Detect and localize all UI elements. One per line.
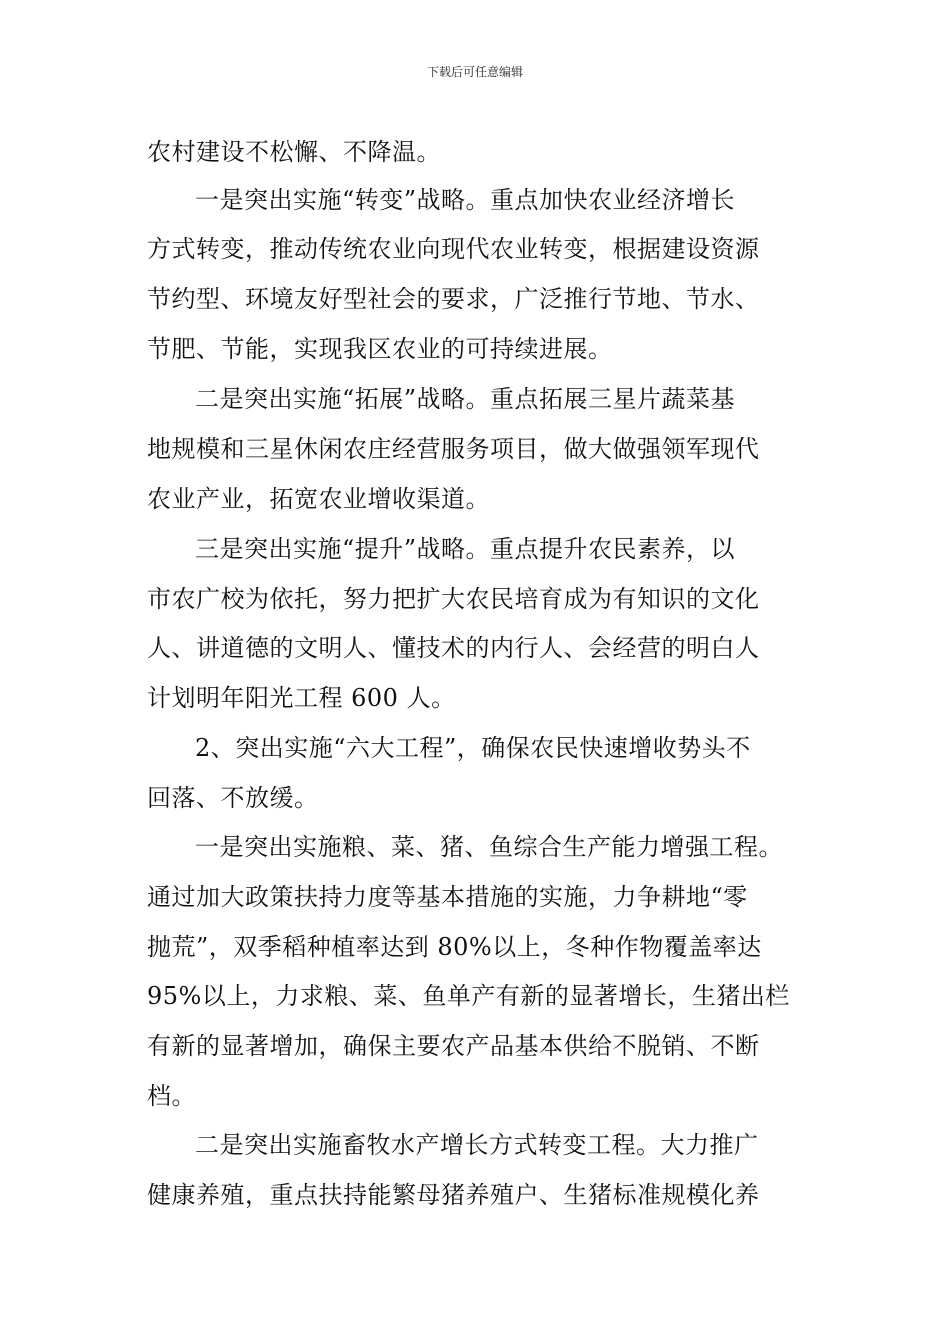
paragraph-line: 市农广校为依托，努力把扩大农民培育成为有知识的文化	[147, 585, 760, 613]
paragraph-line: 一是突出实施粮、菜、猪、鱼综合生产能力增强工程。	[195, 833, 783, 861]
paragraph-line: 2、突出实施“六大工程”，确保农民快速增收势头不	[195, 734, 751, 762]
paragraph-line: 人、讲道德的文明人、懂技术的内行人、会经营的明白人	[147, 634, 760, 662]
paragraph-line: 农村建设不松懈、不降温。	[147, 138, 441, 166]
paragraph-line: 档。	[147, 1082, 196, 1110]
paragraph-line: 计划明年阳光工程 600 人。	[147, 684, 456, 712]
paragraph-line: 节约型、环境友好型社会的要求，广泛推行节地、节水、	[147, 285, 760, 313]
paragraph-line: 节肥、节能，实现我区农业的可持续进展。	[147, 335, 613, 363]
paragraph-line: 地规模和三星休闲农庄经营服务项目，做大做强领军现代	[147, 435, 760, 463]
paragraph-line: 有新的显著增加，确保主要农产品基本供给不脱销、不断	[147, 1032, 760, 1060]
paragraph-line: 一是突出实施“转变”战略。重点加快农业经济增长	[195, 186, 736, 214]
paragraph-line: 三是突出实施“提升”战略。重点提升农民素养，以	[195, 535, 736, 563]
paragraph-line: 抛荒”，双季稻种植率达到 80%以上，冬种作物覆盖率达	[147, 933, 762, 961]
paragraph-line: 健康养殖，重点扶持能繁母猪养殖户、生猪标准规模化养	[147, 1181, 760, 1209]
paragraph-line: 二是突出实施“拓展”战略。重点拓展三星片蔬菜基	[195, 385, 736, 413]
paragraph-line: 95%以上，力求粮、菜、鱼单产有新的显著增长，生猪出栏	[147, 982, 790, 1010]
paragraph-line: 回落、不放缓。	[147, 784, 319, 812]
paragraph-line: 通过加大政策扶持力度等基本措施的实施，力争耕地“零	[147, 883, 748, 911]
paragraph-line: 方式转变，推动传统农业向现代农业转变，根据建设资源	[147, 235, 760, 263]
paragraph-line: 农业产业，拓宽农业增收渠道。	[147, 485, 490, 513]
page-header-note: 下载后可任意编辑	[426, 65, 523, 79]
paragraph-line: 二是突出实施畜牧水产增长方式转变工程。大力推广	[195, 1131, 759, 1159]
